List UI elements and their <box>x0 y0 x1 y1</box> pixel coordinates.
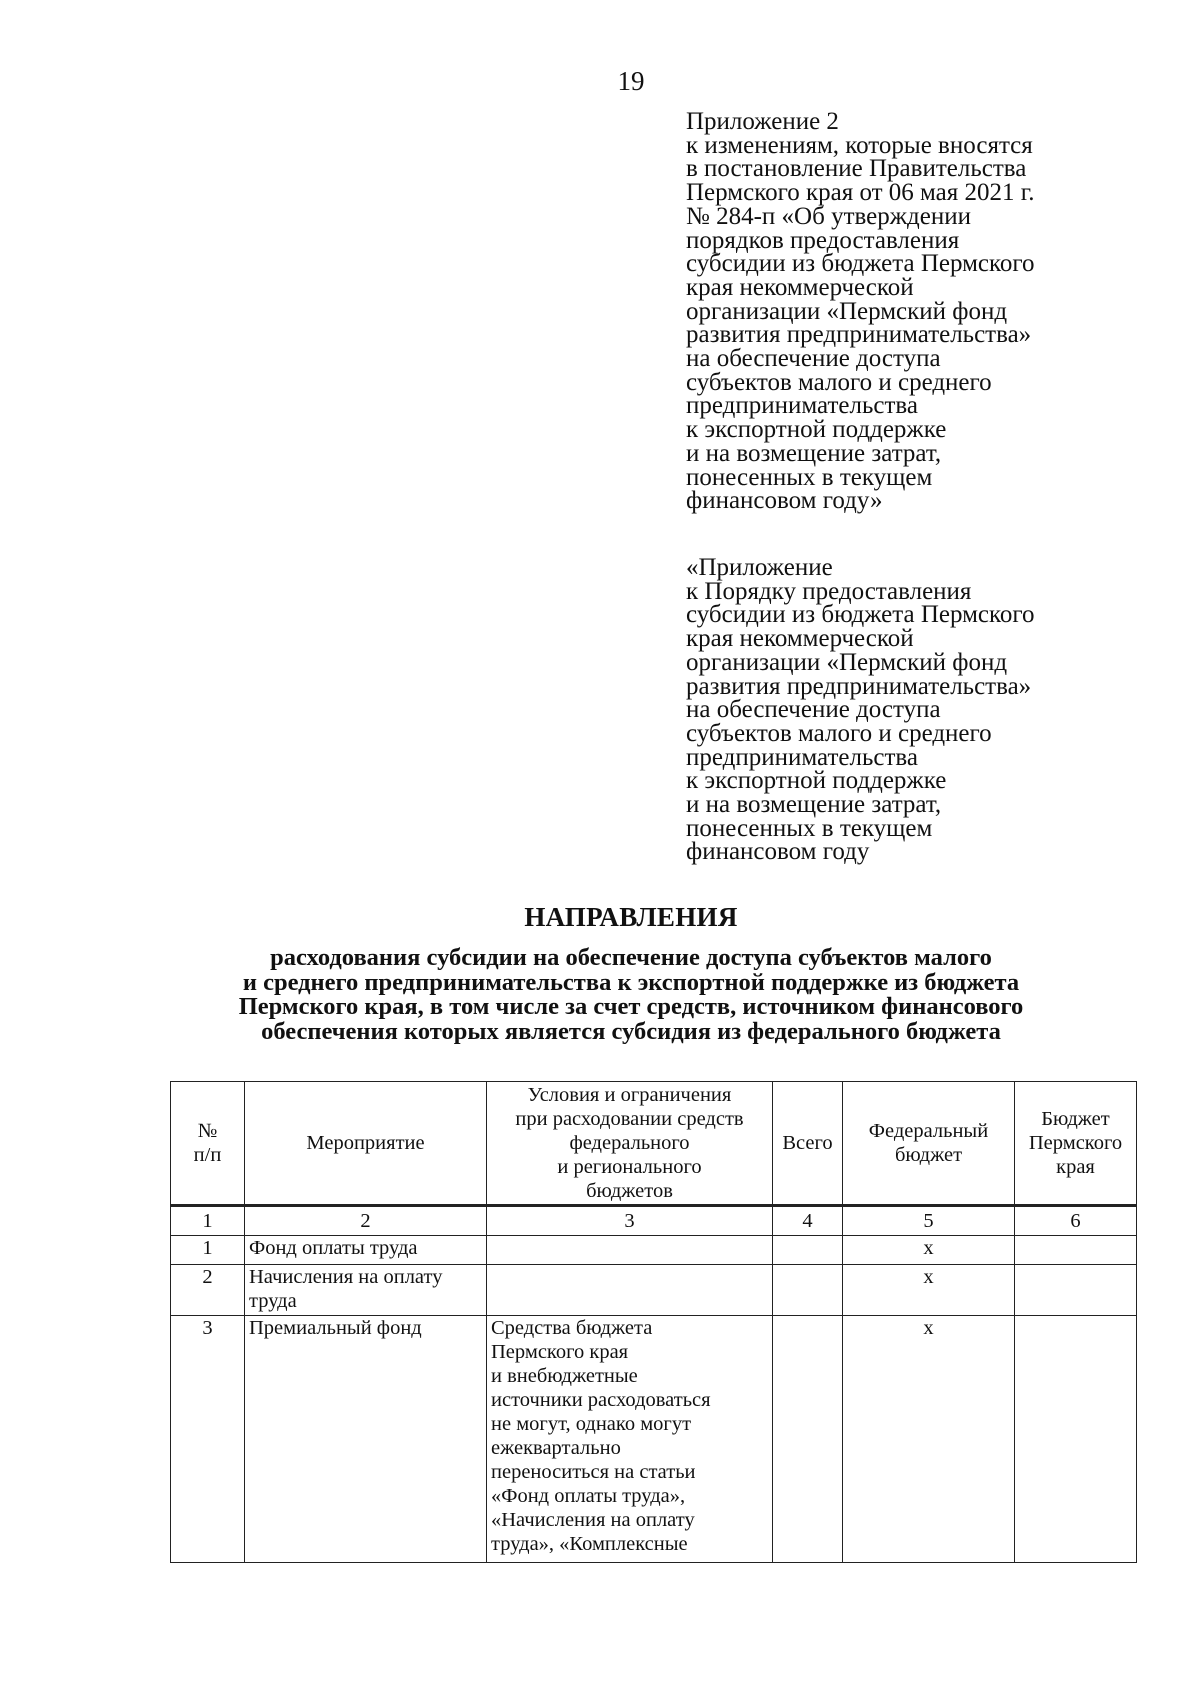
annex-2-line: к экспортной поддержке <box>686 767 947 795</box>
cell-activity: Премиальный фонд <box>245 1316 487 1563</box>
table-row <box>171 1236 1137 1265</box>
annex-2-line: «Приложение <box>686 554 833 581</box>
cell-regional <box>1015 1265 1137 1316</box>
annex-2-line: понесенных в текущем <box>686 814 933 842</box>
annex-heading-1 <box>686 110 1106 513</box>
page-number: 19 <box>617 66 645 96</box>
annex-1-line: в постановление Правительства <box>686 155 1027 183</box>
subtitle-line: расходования субсидии на обеспечение доступа субъектов малого <box>270 944 992 971</box>
cell-total <box>773 1265 843 1316</box>
cell-federal: х <box>843 1265 1015 1316</box>
table-row <box>171 1316 1137 1563</box>
subtitle-line: Пермского края, в том числе за счет средств, источником финансового <box>238 993 1024 1020</box>
cell-num: 1 <box>171 1236 245 1265</box>
annex-1-line: субъектов малого и среднего <box>686 368 992 396</box>
annex-2-line: субсидии из бюджета Пермского <box>686 601 1035 629</box>
annex-1-line: Пермского края от 06 мая 2021 г. <box>686 179 1035 207</box>
annex-1-line: порядков предоставления <box>686 226 960 254</box>
cell-activity: Начисления на оплату труда <box>245 1265 487 1316</box>
column-number: 6 <box>1015 1206 1137 1236</box>
annex-1-line: субсидии из бюджета Пермского <box>686 250 1035 278</box>
annex-2-line: и на возмещение затрат, <box>686 791 942 819</box>
cell-regional <box>1015 1236 1137 1265</box>
annex-1-line: развития предпринимательства» <box>686 321 1032 349</box>
annex-2-line: финансовом году <box>686 838 870 866</box>
cell-conditions <box>487 1236 773 1265</box>
expenses-table <box>170 1081 1137 1563</box>
subtitle-line: обеспечения которых является субсидия из федерального бюджета <box>261 1017 1001 1045</box>
column-number: 4 <box>773 1206 843 1236</box>
header-regional: Бюджет Пермского края <box>1015 1082 1137 1206</box>
cell-num: 2 <box>171 1265 245 1316</box>
annex-2-line: к Порядку предоставления <box>686 577 972 605</box>
annex-1-line: Приложение 2 <box>686 108 839 135</box>
annex-2-line: субъектов малого и среднего <box>686 719 992 747</box>
annex-2-line: предпринимательства <box>686 743 918 771</box>
column-number: 2 <box>245 1206 487 1236</box>
annex-2-line: развития предпринимательства» <box>686 672 1032 700</box>
annex-1-line: № 284-п «Об утверждении <box>686 202 971 230</box>
table-row <box>171 1265 1137 1316</box>
cell-federal: х <box>843 1316 1015 1563</box>
column-number: 1 <box>171 1206 245 1236</box>
cell-total <box>773 1316 843 1563</box>
document-title: НАПРАВЛЕНИЯ <box>524 902 738 932</box>
cell-federal: х <box>843 1236 1015 1265</box>
header-total: Всего <box>773 1082 843 1206</box>
annex-1-line: понесенных в текущем <box>686 463 933 491</box>
cell-activity: Фонд оплаты труда <box>245 1236 487 1265</box>
annex-1-line: организации «Пермский фонд <box>686 297 1008 325</box>
cell-total <box>773 1236 843 1265</box>
cell-conditions <box>487 1265 773 1316</box>
annex-1-line: предпринимательства <box>686 392 918 420</box>
annex-1-line: на обеспечение доступа <box>686 345 941 373</box>
annex-1-line: финансовом году» <box>686 487 883 515</box>
column-number: 5 <box>843 1206 1015 1236</box>
cell-regional <box>1015 1316 1137 1563</box>
annex-heading-2 <box>686 556 1106 864</box>
column-number: 3 <box>487 1206 773 1236</box>
header-activity: Мероприятие <box>245 1082 487 1206</box>
annex-1-line: к изменениям, которые вносятся <box>686 131 1033 159</box>
column-numbers-row <box>171 1206 1137 1236</box>
annex-2-line: края некоммерческой <box>686 625 914 653</box>
subtitle-line: и среднего предпринимательства к экспортной поддержке из бюджета <box>242 968 1020 996</box>
table-header-row <box>171 1082 1137 1206</box>
cell-conditions: Средства бюджета Пермского края и внебюджетные источники расходоваться не могут, однако могут ежеквартально переноситься на статьи «Фонд оплаты труда», «Начисления на оплату труда», «Комплексные <box>487 1316 773 1563</box>
header-conditions: Условия и ограничения при расходовании средств федерального и регионального бюджетов <box>487 1082 773 1206</box>
annex-1-line: и на возмещение затрат, <box>686 439 942 467</box>
header-num: № п/п <box>171 1082 245 1206</box>
annex-1-line: края некоммерческой <box>686 273 914 301</box>
annex-2-line: на обеспечение доступа <box>686 696 941 724</box>
document-subtitle <box>150 946 1112 1044</box>
header-federal: Федеральный бюджет <box>843 1082 1015 1206</box>
annex-1-line: к экспортной поддержке <box>686 416 947 444</box>
annex-2-line: организации «Пермский фонд <box>686 648 1008 676</box>
cell-num: 3 <box>171 1316 245 1563</box>
